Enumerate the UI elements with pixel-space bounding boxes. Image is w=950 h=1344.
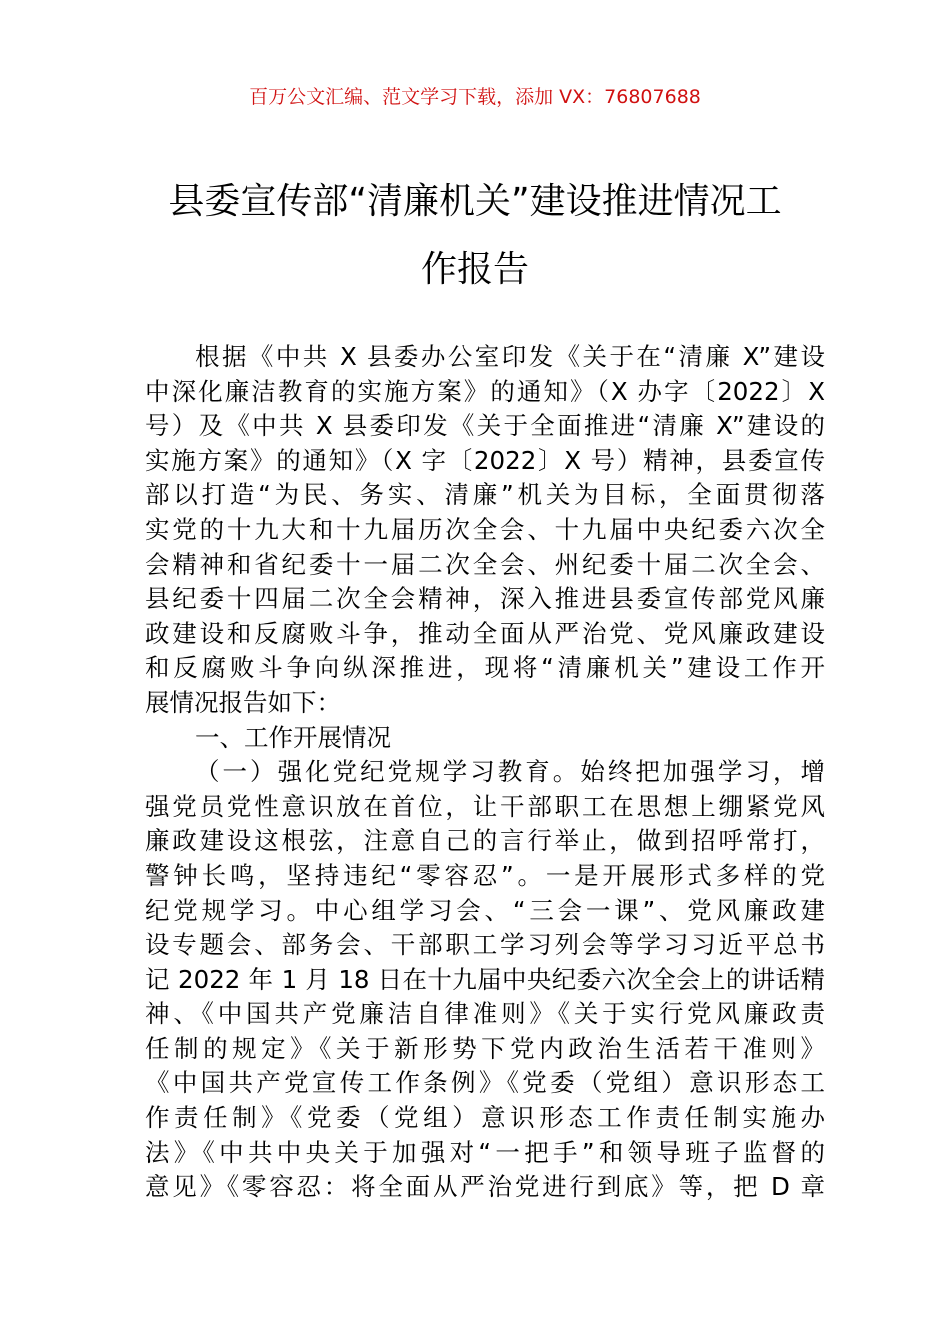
watermark-banner: 百万公文汇编、范文学习下载，添加 VX：76807688 [249,86,701,108]
body-line: 根据《中共 X 县委办公室印发《关于在“清廉 X”建设 [195,342,825,371]
body-line: 神、《中国共产党廉洁自律准则》《关于实行党风廉政责 [145,999,825,1029]
body-line: 任制的规定》《关于新形势下党内政治生活若干准则》 [145,1033,825,1063]
body-line: 警钟长鸣，坚持违纪“零容忍”。一是开展形式多样的党 [145,860,825,890]
body-line: 廉政建设这根弦，注意自己的言行举止，做到招呼常打， [145,826,825,856]
body-line: 和反腐败斗争向纵深推进，现将“清廉机关”建设工作开 [145,653,825,683]
body-line: 设专题会、部务会、干部职工学习列会等学习习近平总书 [145,930,825,960]
body-line: 《中国共产党宣传工作条例》《党委（党组）意识形态工 [145,1068,825,1098]
document-body [145,340,825,1205]
body-line: 政建设和反腐败斗争，推动全面从严治党、党风廉政建设 [145,618,825,648]
body-line: 会精神和省纪委十一届二次全会、州纪委十届二次全会、 [145,549,825,579]
body-line: 中深化廉洁教育的实施方案》的通知》（X 办字〔2022〕X [145,376,825,406]
document-title-line-1: 县委宣传部“清廉机关”建设推进情况工 [168,181,782,222]
body-line: 记 2022 年 1 月 18 日在十九届中央纪委六次全会上的讲话精 [145,964,825,994]
body-line: 号）及《中共 X 县委印发《关于全面推进“清廉 X”建设的 [145,411,825,441]
body-line: （一）强化党纪党规学习教育。始终把加强学习，增 [195,757,825,787]
body-line: 县纪委十四届二次全会精神，深入推进县委宣传部党风廉 [145,584,825,614]
section-heading: 一、工作开展情况 [195,722,391,752]
body-line: 意见》《零容忍：将全面从严治党进行到底》等，把 D 章 [145,1172,825,1202]
body-line: 实党的十九大和十九届历次全会、十九届中央纪委六次全 [145,514,825,544]
body-line: 纪党规学习。中心组学习会、“三会一课”、党风廉政建 [145,895,825,925]
body-line: 法》《中共中央关于加强对“一把手”和领导班子监督的 [145,1137,825,1167]
body-line: 作责任制》《党委（党组）意识形态工作责任制实施办 [145,1103,825,1133]
body-line: 实施方案》的通知》（X 字〔2022〕X 号）精神，县委宣传 [145,445,825,475]
document-title-line-2: 作报告 [420,249,529,290]
body-line: 展情况报告如下： [145,687,341,717]
body-line: 强党员党性意识放在首位，让干部职工在思想上绷紧党风 [145,791,825,821]
body-line: 部以打造“为民、务实、清廉”机关为目标，全面贯彻落 [145,480,825,510]
